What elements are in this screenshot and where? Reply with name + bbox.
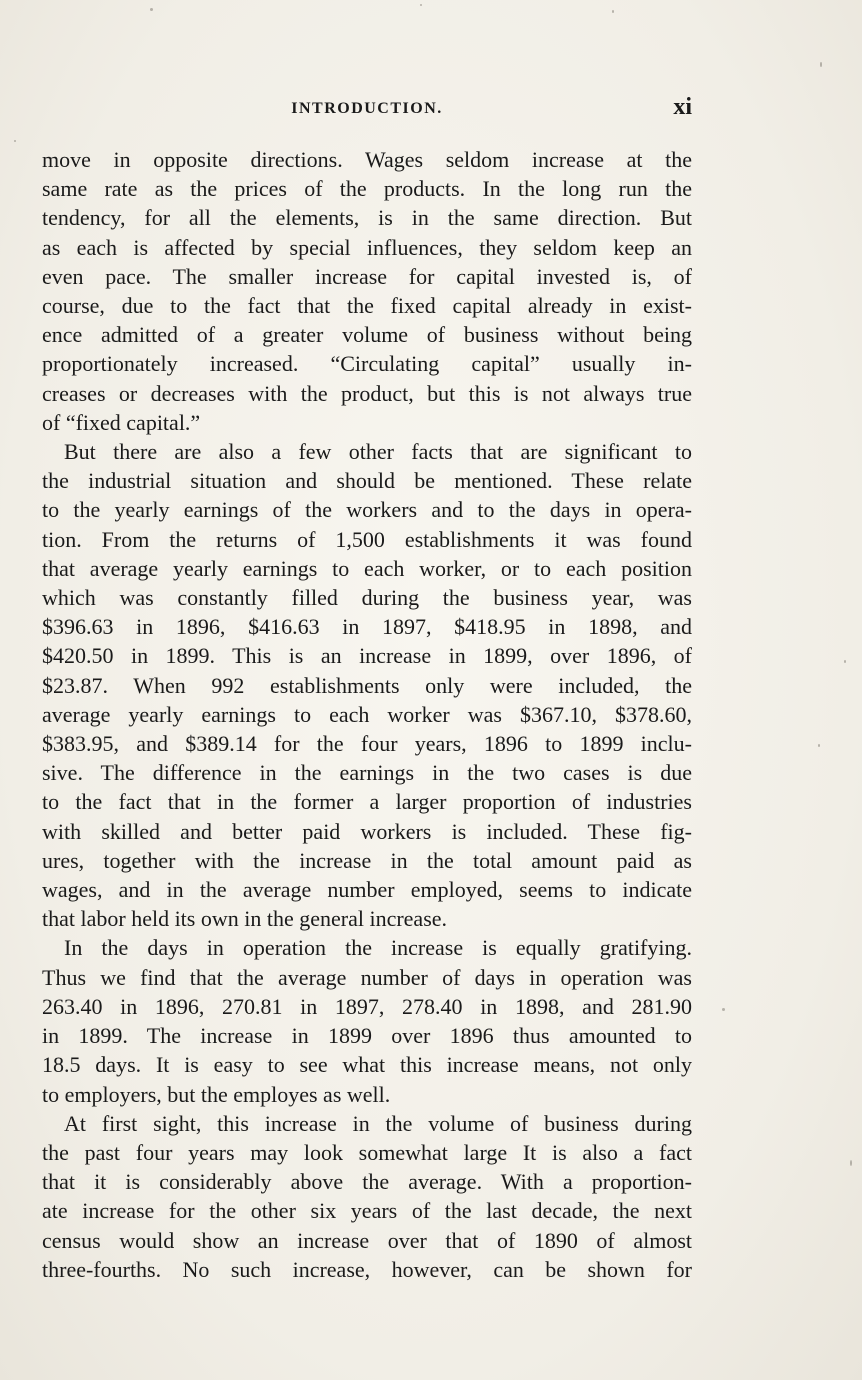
text-line: census would show an increase over that of 1890 of almost — [42, 1227, 692, 1253]
text-line: to the yearly earnings of the workers and to the days in opera- — [42, 497, 692, 523]
text-line: In the days in operation the increase is equally gratifying. — [64, 935, 692, 961]
text-line: that labor held its own in the general increase. — [42, 906, 448, 932]
text-line: ate increase for the other six years of the last decade, the next — [42, 1198, 692, 1224]
text-line: wages, and in the average number employed, seems to indicate — [42, 877, 692, 903]
page-number: xi — [673, 94, 692, 120]
text-line: ence admitted of a greater volume of business without being — [42, 322, 692, 348]
text-line: the past four years may look somewhat large It is also a fact — [42, 1139, 692, 1165]
text-line: tendency, for all the elements, is in the same direction. But — [42, 205, 692, 231]
text-line: creases or decreases with the product, but this is not always true — [42, 380, 692, 406]
text-line: proportionately increased. “Circulating capital” usually in- — [42, 351, 692, 377]
text-line: that average yearly earnings to each worker, or to each position — [42, 555, 692, 581]
running-title: INTRODUCTION. — [291, 100, 443, 117]
paragraph-3 — [42, 933, 692, 1108]
text-line: 263.40 in 1896, 270.81 in 1897, 278.40 in 1898, and 281.90 — [42, 993, 692, 1019]
text-line: $383.95, and $389.14 for the four years, 1896 to 1899 inclu- — [42, 731, 692, 757]
text-line: Thus we find that the average number of days in operation was — [42, 964, 692, 990]
text-line: course, due to the fact that the fixed capital already in exist- — [42, 293, 692, 319]
text-line: $23.87. When 992 establishments only were included, the — [42, 672, 692, 698]
text-line: move in opposite directions. Wages seldom increase at the — [42, 147, 692, 172]
paragraph-4 — [42, 1109, 692, 1284]
text-line: in 1899. The increase in 1899 over 1896 thus amounted to — [42, 1023, 692, 1049]
paragraph-2 — [42, 437, 692, 933]
text-line: that it is considerably above the average. With a proportion- — [42, 1169, 692, 1195]
text-line: even pace. The smaller increase for capital invested is, of — [42, 263, 692, 289]
text-line: to employers, but the employes as well. — [42, 1081, 391, 1107]
text-line: as each is affected by special influences, they seldom keep an — [42, 234, 692, 260]
text-line: $396.63 in 1896, $416.63 in 1897, $418.95 in 1898, and — [42, 614, 692, 640]
body-text — [42, 145, 692, 1284]
text-line: ures, together with the increase in the total amount paid as — [42, 847, 692, 873]
text-line: which was constantly filled during the business year, was — [42, 585, 692, 611]
text-line: average yearly earnings to each worker was $367.10, $378.60, — [42, 701, 692, 727]
text-line: 18.5 days. It is easy to see what this increase means, not only — [42, 1052, 692, 1078]
text-line: to the fact that in the former a larger proportion of industries — [42, 789, 692, 815]
text-line: At first sight, this increase in the volume of business during — [64, 1110, 692, 1136]
text-line: of “fixed capital.” — [42, 409, 201, 435]
text-line: the industrial situation and should be mentioned. These relate — [42, 468, 692, 494]
text-line: sive. The difference in the earnings in the two cases is due — [42, 760, 692, 786]
text-line: three-fourths. No such increase, however, can be shown for — [42, 1256, 692, 1282]
text-line: But there are also a few other facts that are significant to — [64, 439, 692, 465]
text-line: tion. From the returns of 1,500 establishments it was found — [42, 526, 692, 552]
paragraph-1 — [42, 145, 692, 437]
text-line: $420.50 in 1899. This is an increase in 1899, over 1896, of — [42, 643, 692, 669]
page-header — [42, 94, 692, 130]
text-line: with skilled and better paid workers is included. These fig- — [42, 818, 692, 844]
text-line: same rate as the prices of the products. In the long run the — [42, 176, 692, 202]
